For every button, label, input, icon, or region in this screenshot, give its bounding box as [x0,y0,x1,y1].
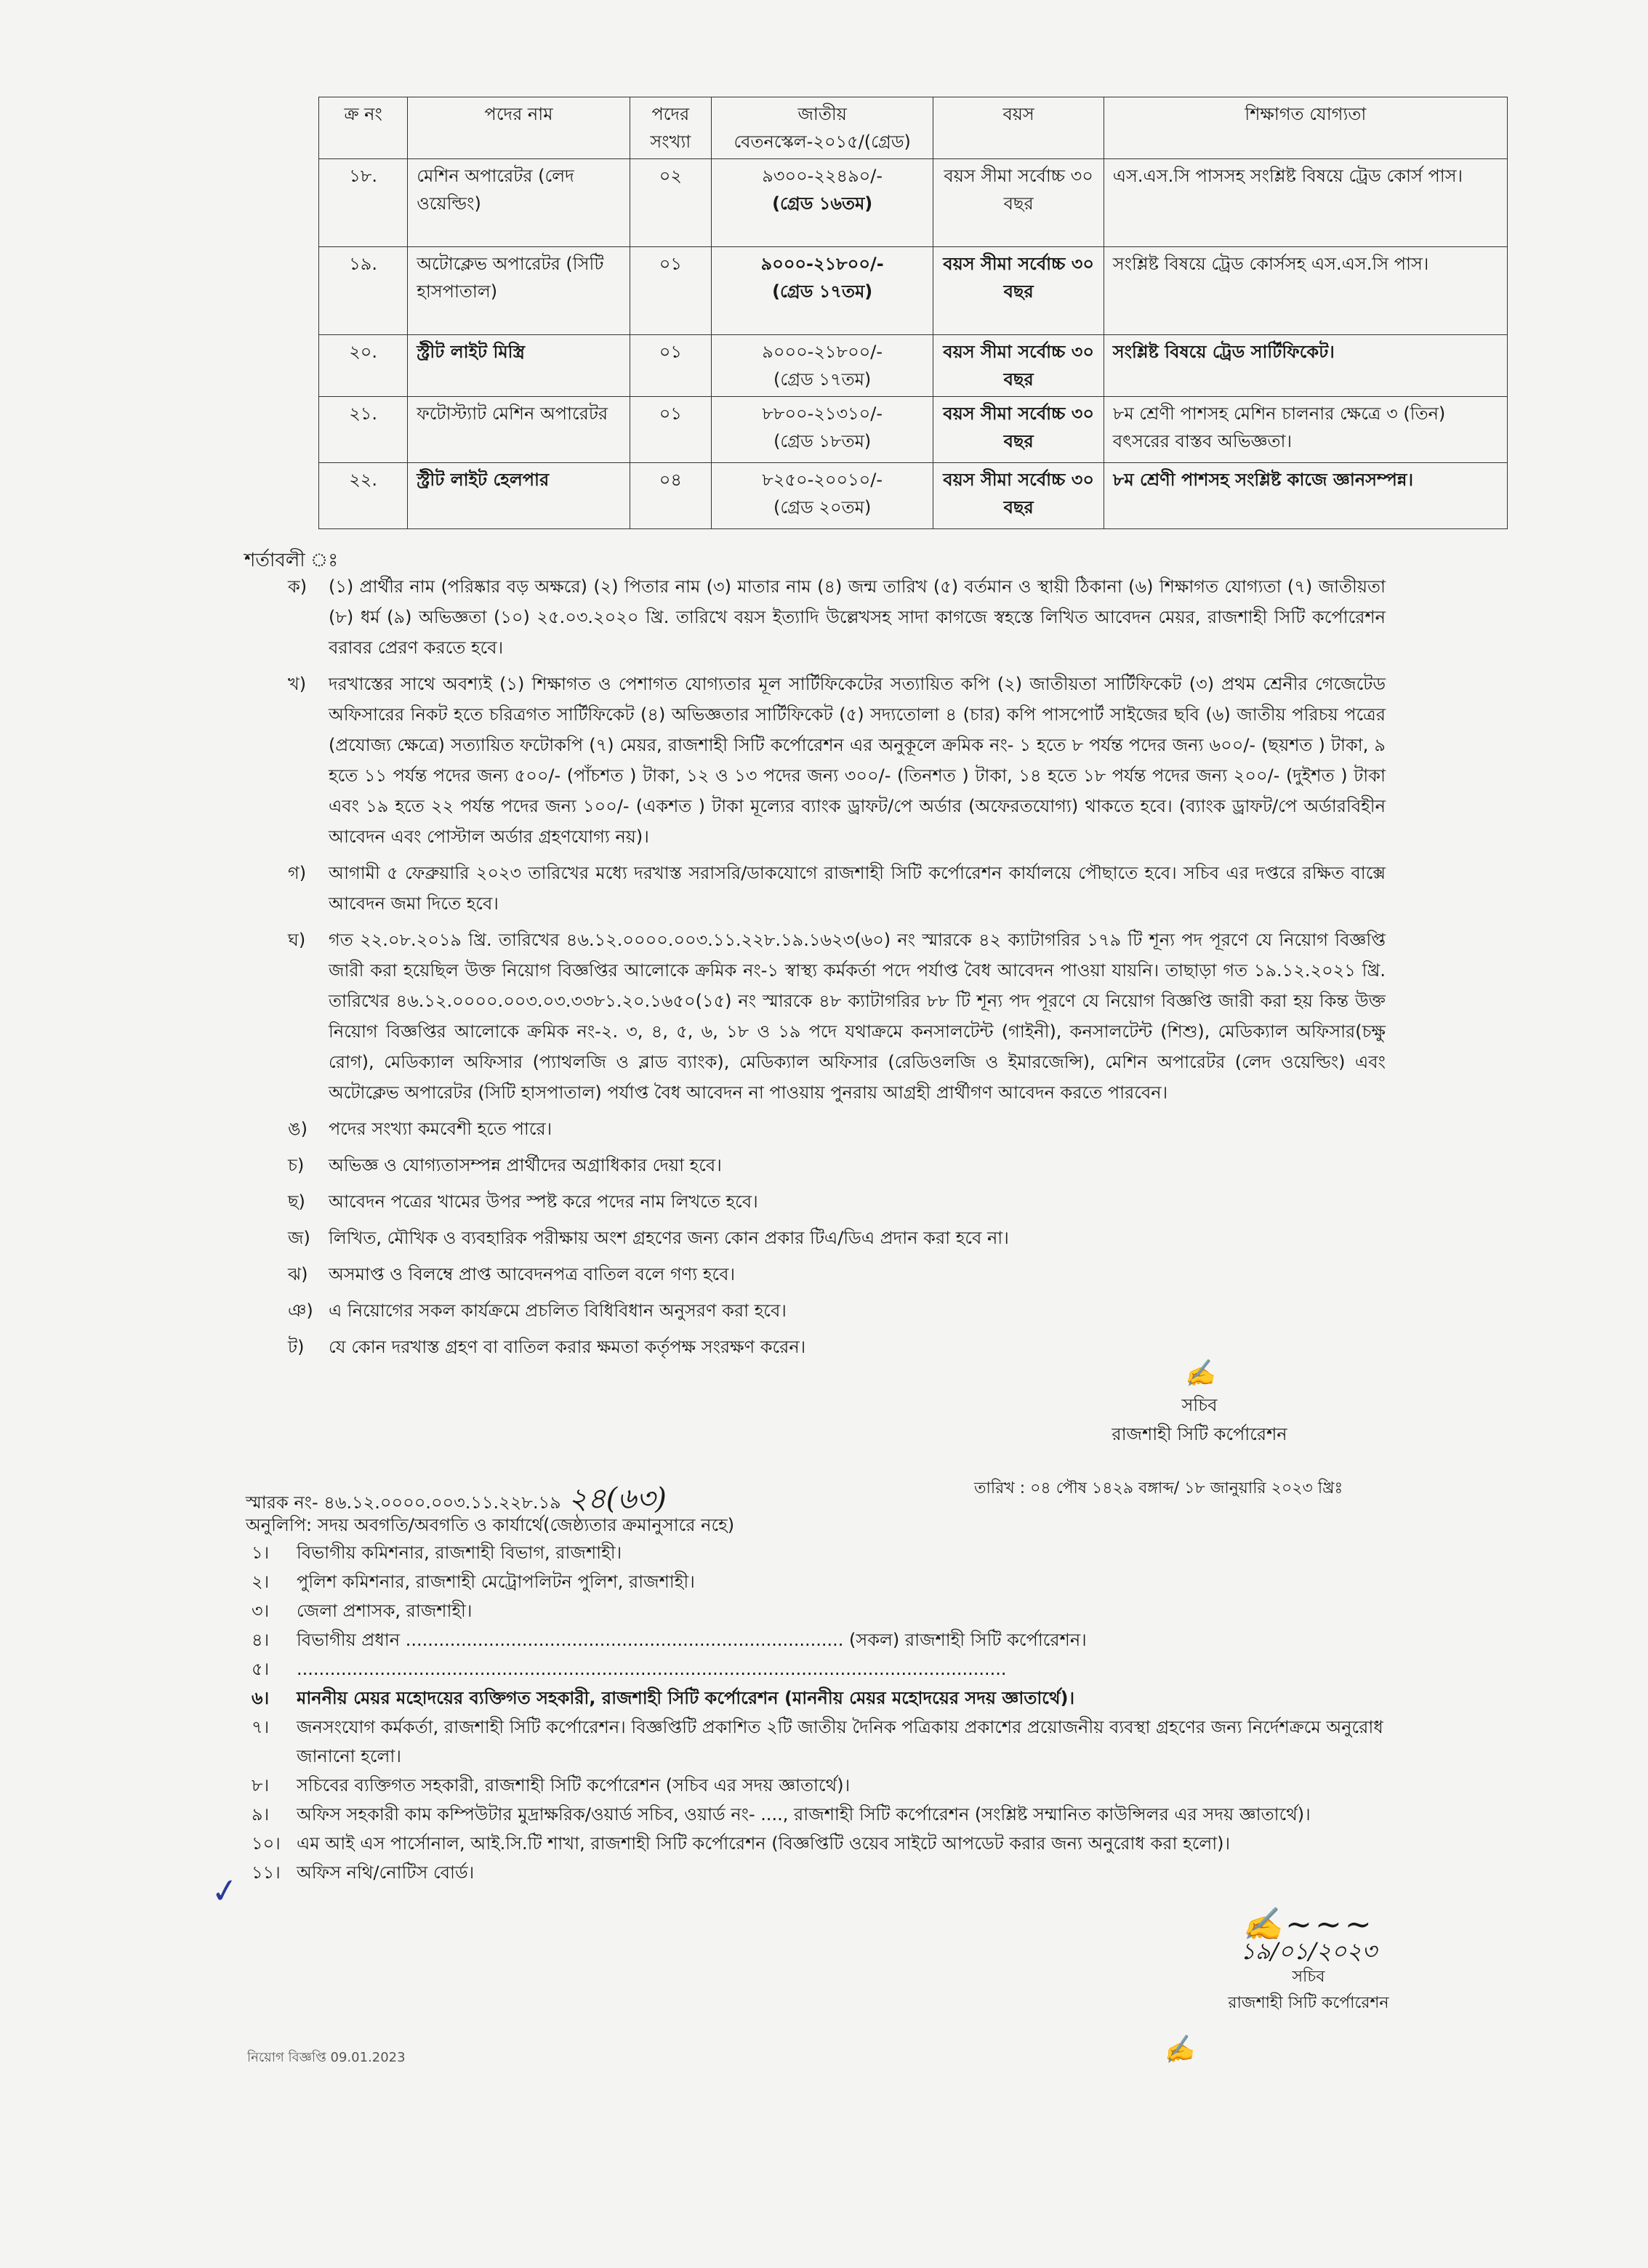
cc-text: ................................................................................................................................ [297,1659,1007,1679]
condition-label: খ) [288,674,307,694]
cc-number: ৩। [252,1601,270,1621]
cell-count: ০২ [630,159,711,247]
condition-item [244,669,1386,852]
cell-age: বয়স সীমা সর্বোচ্চ ৩০ বছর [933,159,1104,247]
cell-post: ফটোস্ট্যাট মেশিন অপারেটর [408,397,630,463]
cc-number: ৭। [252,1717,270,1737]
cc-text: বিভাগীয় কমিশনার, রাজশাহী বিভাগ, রাজশাহী। [297,1543,622,1563]
condition-item [244,571,1386,663]
cc-title: অনুলিপি: সদয় অবগতি/অবগতি ও কার্যার্থে(জেষ্ঠ্যতার ক্রমানুসারে নহে) [246,1515,735,1535]
cc-number: ৬। [252,1688,270,1708]
cc-item [246,1567,1394,1596]
header-sl: ক্র নং [319,97,408,159]
cc-item [246,1654,1394,1684]
condition-text: (১) প্রার্থীর নাম (পরিষ্কার বড় অক্ষরে) (২) পিতার নাম (৩) মাতার নাম (৪) জন্ম তারিখ (৫) বর্তমান ও স্থায়ী ঠিকানা (৬) শিক্ষাগত যোগ্যতা (৭) জাতীয়তা (৮) ধর্ম (৯) অভিজ্ঞতা (১০) ২৫.০৩.২০২০ খ্রি. তারিখে বয়স ইত্যাদি উল্লেখসহ সাদা কাগজে স্বহস্তে লিখিত আবেদন মেয়র, রাজশাহী সিটি কর্পোরেশন বরাবর প্রেরণ করতে হবে। [329,576,1386,658]
scale-value: ৮৮০০-২১৩১০/- [762,403,883,424]
condition-item [244,1295,1386,1326]
condition-label: জ) [288,1228,310,1248]
cell-scale [711,397,933,463]
cell-age: বয়স সীমা সর্বোচ্চ ৩০ বছর [933,247,1104,335]
grade-value: (গ্রেড ১৮তম) [773,431,872,451]
header-scale: জাতীয় বেতনস্কেল-২০১৫/(গ্রেড) [711,97,933,159]
condition-label: ঘ) [288,930,306,950]
condition-text: যে কোন দরখাস্ত গ্রহণ বা বাতিল করার ক্ষমতা কর্তৃপক্ষ সংরক্ষণ করেন। [329,1337,806,1357]
grade-value: (গ্রেড ২০তম) [773,497,872,518]
condition-label: ট) [288,1337,305,1357]
cell-count: ০১ [630,247,711,335]
cc-number: ১। [252,1543,270,1563]
condition-text: গত ২২.০৮.২০১৯ খ্রি. তারিখের ৪৬.১২.০০০০.০০৩.১১.২২৮.১৯.১৬২৩(৬০) নং স্মারকে ৪২ ক্যাটাগরির ১৭৯ টি শূন্য পদ পূরণে যে নিয়োগ বিজ্ঞপ্তি জারী করা হয়েছিল উক্ত নিয়োগ বিজ্ঞপ্তির আলোকে ক্রমিক নং-১ স্বাস্থ্য কর্মকর্তা পদে পর্যাপ্ত বৈধ আবেদন পাওয়া যায়নি। তাছাড়া গত ১৯.১২.২০২১ খ্রি. তারিখের ৪৬.১২.০০০০.০০৩.০৩.৩৩৮১.২০.১৬৫০(১৫) নং স্মারকে ৪৮ ক্যাটাগরির ৮৮ টি শূন্য পদ পূরণে যে নিয়োগ বিজ্ঞপ্তি জারী করা হয় কিন্ত উক্ত নিয়োগ বিজ্ঞপ্তির আলোকে ক্রমিক নং-২. ৩, ৪, ৫, ৬, ১৮ ও ১৯ পদে যথাক্রমে কনসালটেন্ট (গাইনী), কনসালটেন্ট (শিশু), মেডিক্যাল অফিসার(চক্ষু রোগ), মেডিক্যাল অফিসার (প্যাথলজি ও ব্লাড ব্যাংক), মেডিক্যাল অফিসার (রেডিওলজি ও ইমারজেন্সি), মেশিন অপারেটর (লেদ ওয়েল্ডিং) এবং অটোক্লেভ অপারেটর (সিটি হাসপাতাল) পর্যাপ্ত বৈধ আবেদন না পাওয়ায় পুনরায় আগ্রহী প্রার্থীগণ আবেদন করতে পারবেন। [329,930,1386,1103]
condition-text: এ নিয়োগের সকল কার্যক্রমে প্রচলিত বিধিবিধান অনুসরণ করা হবে। [329,1300,787,1321]
condition-text: অসমাপ্ত ও বিলম্বে প্রাপ্ত আবেদনপত্র বাতিল বলে গণ্য হবে। [329,1264,736,1284]
condition-text: দরখাস্তের সাথে অবশ্যই (১) শিক্ষাগত ও পেশাগত যোগ্যতার মূল সার্টিফিকেটের সত্যায়িত কপি (২) জাতীয়তা সার্টিফিকেট (৩) প্রথম শ্রেনীর গেজেটেড অফিসারের নিকট হতে চরিত্রগত সার্টিফিকেট (৪) অভিজ্ঞতার সার্টিফিকেট (৫) সদ্যতোলা ৪ (চার) কপি পাসপোর্ট সাইজের ছবি (৬) জাতীয় পরিচয় পত্রের (প্রযোজ্য ক্ষেত্রে) সত্যায়িত ফটোকপি (৭) মেয়র, রাজশাহী সিটি কর্পোরেশন এর অনুকূলে ক্রমিক নং- ১ হতে ৮ পর্যন্ত পদের জন্য ৬০০/- (ছয়শত ) টাকা, ৯ হতে ১১ পর্যন্ত পদের জন্য ৫০০/- (পাঁচশত ) টাকা, ১২ ও ১৩ পদের জন্য ৩০০/- (তিনশত ) টাকা, ১৪ হতে ১৮ পর্যন্ত পদের জন্য ২০০/- (দুইশত ) টাকা এবং ১৯ হতে ২২ পর্যন্ত পদের জন্য ১০০/- (একশত ) টাকা মূল্যের ব্যাংক ড্রাফট/পে অর্ডার (অফেরতযোগ্য) থাকতে হবে। (ব্যাংক ড্রাফট/পে অর্ডারবিহীন আবেদন এবং পোস্টাল অর্ডার গ্রহণযোগ্য নয়)। [329,674,1386,847]
cell-education: ৮ম শ্রেণী পাশসহ সংশ্লিষ্ট কাজে জ্ঞানসম্পন্ন। [1104,463,1507,529]
grade-value: (গ্রেড ১৭তম) [773,369,872,390]
posts-table [318,97,1508,529]
cc-item [246,1771,1394,1800]
table-row [319,335,1508,397]
cell-education: এস.এস.সি পাসসহ সংশ্লিষ্ট বিষয়ে ট্রেড কোর্স পাস। [1104,159,1507,247]
table-row [319,159,1508,247]
cc-item [246,1538,1394,1567]
signature-scrawl-2: ✍~~~ [1242,1906,1375,1943]
cc-text: পুলিশ কমিশনার, রাজশাহী মেট্রোপলিটন পুলিশ, রাজশাহী। [297,1572,695,1592]
header-count: পদের সংখ্যা [630,97,711,159]
cell-count: ০১ [630,335,711,397]
cc-text: অফিস সহকারী কাম কম্পিউটার মুদ্রাক্ষরিক/ওয়ার্ড সচিব, ওয়ার্ড নং- ...., রাজশাহী সিটি কর্পোরেশন (সংশ্লিষ্ট সম্মানিত কাউন্সিলর এর সদয় জ্ঞাতার্থে)। [297,1804,1311,1825]
initials-signature: ✍ [1160,2032,1197,2067]
signature-block-2 [1156,1906,1461,2016]
scale-value: ৯০০০-২১৮০০/- [760,254,884,274]
scale-value: ৯৩০০-২২৪৯০/- [762,166,883,186]
signature-scrawl: ✍ [1182,1357,1217,1391]
cell-education: সংশ্লিষ্ট বিষয়ে ট্রেড সার্টিফিকেট। [1104,335,1507,397]
cc-number: ৮। [252,1775,270,1796]
condition-item [244,1150,1386,1181]
cc-text: মাননীয় মেয়র মহোদয়ের ব্যক্তিগত সহকারী, রাজশাহী সিটি কর্পোরেশন (মাননীয় মেয়র মহোদয়ের সদয় জ্ঞাতার্থে)। [297,1688,1075,1708]
condition-item [244,925,1386,1108]
condition-text: আগামী ৫ ফেব্রুয়ারি ২০২৩ তারিখের মধ্যে দরখাস্ত সরাসরি/ডাকযোগে রাজশাহী সিটি কর্পোরেশন কার্যালয়ে পৌছাতে হবে। সচিব এর দপ্তরে রক্ষিত বাক্সে আবেদন জমা দিতে হবে। [329,863,1386,914]
grade-value: (গ্রেড ১৬তম) [772,193,873,214]
conditions-list [244,571,1386,1368]
signer2-handwritten-date: ১৯/০১/২০২৩ [1240,1937,1377,1965]
memo-handwritten: ২৪(৬৩) [568,1482,667,1516]
cc-item [246,1713,1394,1771]
signer2-title: সচিব [1292,1968,1325,1986]
cell-scale [711,463,933,529]
conditions-title: শর্তাবলী ঃ [244,550,339,571]
condition-label: গ) [288,863,307,883]
cell-post: স্ট্রীট লাইট হেলপার [408,463,630,529]
cell-education: ৮ম শ্রেণী পাশসহ মেশিন চালনার ক্ষেত্রে ৩ (তিন) বৎসরের বাস্তব অভিজ্ঞতা। [1104,397,1507,463]
cc-item [246,1625,1394,1654]
cc-number: ২। [252,1572,270,1592]
cc-item [246,1829,1394,1858]
condition-text: অভিজ্ঞ ও যোগ্যতাসম্পন্ন প্রার্থীদের অগ্রাধিকার দেয়া হবে। [329,1155,722,1175]
checkmark-icon: ✓ [208,1869,242,1913]
signer2-org: রাজশাহী সিটি কর্পোরেশন [1228,1994,1389,2012]
cc-text: জনসংযোগ কর্মকর্তা, রাজশাহী সিটি কর্পোরেশন। বিজ্ঞপ্তিটি প্রকাশিত ২টি জাতীয় দৈনিক পত্রিকায় প্রকাশের প্রয়োজনীয় ব্যবস্থা গ্রহণের জন্য নির্দেশক্রমে অনুরোধ জানানো হলো। [297,1717,1383,1766]
condition-item [244,858,1386,919]
cc-number: ৯। [252,1804,270,1825]
table-header-row [319,97,1508,159]
cell-age: বয়স সীমা সর্বোচ্চ ৩০ বছর [933,335,1104,397]
scale-value: ৮২৫০-২০০১০/- [762,470,883,490]
cell-count: ০৪ [630,463,711,529]
cell-education: সংশ্লিষ্ট বিষয়ে ট্রেড কোর্সসহ এস.এস.সি পাস। [1104,247,1507,335]
condition-item [244,1186,1386,1217]
cell-sl: ১৮. [319,159,408,247]
condition-text: পদের সংখ্যা কমবেশী হতে পারে। [329,1119,552,1139]
scale-value: ৯০০০-২১৮০০/- [762,342,883,362]
cc-item [246,1800,1394,1829]
cc-text: জেলা প্রশাসক, রাজশাহী। [297,1601,473,1621]
signature-block [1076,1359,1323,1449]
signer-title: সচিব [1181,1395,1218,1415]
condition-label: ঙ) [288,1119,308,1139]
condition-item [244,1332,1386,1362]
condition-text: আবেদন পত্রের খামের উপর স্পষ্ট করে পদের নাম লিখতে হবে। [329,1191,758,1212]
cc-item [246,1858,1394,1887]
cell-count: ০১ [630,397,711,463]
condition-label: ঞ) [288,1300,313,1321]
grade-value: (গ্রেড ১৭তম) [772,281,873,302]
condition-text: লিখিত, মৌখিক ও ব্যবহারিক পরীক্ষায় অংশ গ্রহণের জন্য কোন প্রকার টিএ/ডিএ প্রদান করা হবে না। [329,1228,1009,1248]
cell-age: বয়স সীমা সর্বোচ্চ ৩০ বছর [933,463,1104,529]
cc-number: ৪। [252,1630,270,1650]
condition-label: ছ) [288,1191,305,1212]
footer-note: নিয়োগ বিজ্ঞপ্তি 09.01.2023 [247,2050,406,2065]
cc-list [246,1538,1394,1887]
cell-post: স্ট্রীট লাইট মিস্ত্রি [408,335,630,397]
cc-number: ৫। [252,1659,270,1679]
condition-label: চ) [288,1155,305,1175]
cc-text: এম আই এস পার্সোনাল, আই.সি.টি শাখা, রাজশাহী সিটি কর্পোরেশন (বিজ্ঞপ্তিটি ওয়েব সাইটে আপডেট করার জন্য অনুরোধ করা হলো)। [297,1833,1231,1854]
cell-scale [711,247,933,335]
condition-item [244,1259,1386,1290]
cc-item [246,1684,1394,1713]
cell-sl: ২২. [319,463,408,529]
cc-number: ১১। [252,1862,281,1883]
table-row [319,247,1508,335]
table-row [319,463,1508,529]
cc-text: বিভাগীয় প্রধান ............................................................................... (সকল) রাজশাহী সিটি কর্পোরেশন। [297,1630,1087,1650]
cc-text: সচিবের ব্যক্তিগত সহকারী, রাজশাহী সিটি কর্পোরেশন (সচিব এর সদয় জ্ঞাতার্থে)। [297,1775,851,1796]
cell-post: অটোক্লেভ অপারেটর (সিটি হাসপাতাল) [408,247,630,335]
condition-label: ক) [288,576,308,597]
cc-text: অফিস নথি/নোটিস বোর্ড। [297,1862,475,1883]
header-post: পদের নাম [408,97,630,159]
header-education: শিক্ষাগত যোগ্যতা [1104,97,1507,159]
condition-item [244,1114,1386,1144]
condition-label: ঝ) [288,1264,308,1284]
table-row [319,397,1508,463]
signer-org: রাজশাহী সিটি কর্পোরেশন [1112,1424,1287,1444]
cell-sl: ১৯. [319,247,408,335]
memo-prefix: স্মারক নং- ৪৬.১২.০০০০.০০৩.১১.২২৮.১৯ [246,1492,561,1513]
cell-sl: ২০. [319,335,408,397]
cell-sl: ২১. [319,397,408,463]
cell-scale [711,335,933,397]
cell-scale [711,159,933,247]
cc-item [246,1596,1394,1625]
condition-item [244,1223,1386,1253]
cell-post: মেশিন অপারেটর (লেদ ওয়েল্ডিং) [408,159,630,247]
date-line: তারিখ : ০৪ পৌষ ১৪২৯ বঙ্গাব্দ/ ১৮ জানুয়ারি ২০২৩ খ্রিঃ [974,1479,1343,1497]
cc-number: ১০। [252,1833,281,1854]
header-age: বয়স [933,97,1104,159]
cell-age: বয়স সীমা সর্বোচ্চ ৩০ বছর [933,397,1104,463]
